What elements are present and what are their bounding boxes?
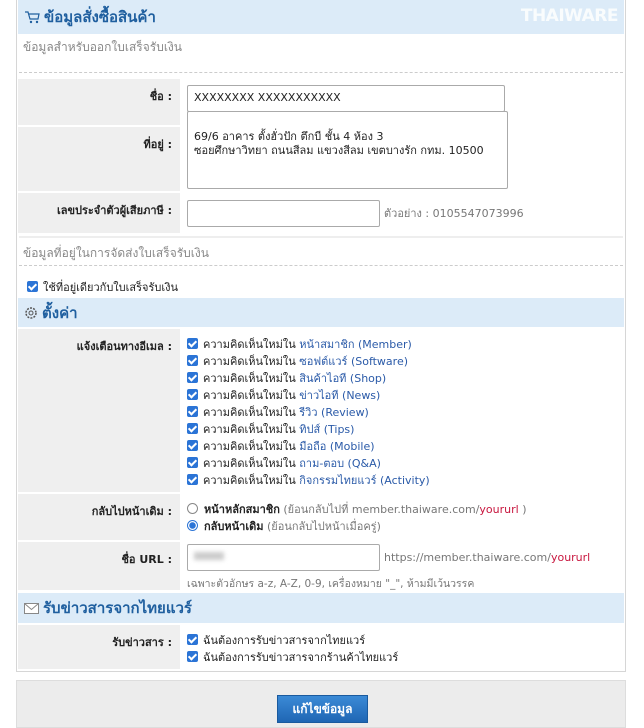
settings-header [18,298,624,327]
order-info-header [18,0,624,34]
gear-icon [24,306,38,320]
return-opt2-label: กลับหน้าเดิม [204,520,264,533]
url-yoururl: yoururl [550,551,591,564]
newsletter-opt2-label: ฉันต้องการรับข่าวสารจากร้านค้าไทยแวร์ [203,651,399,664]
same-address-label: ใช้ที่อยู่เดียวกับใบเสร็จรับเงิน [43,281,179,294]
address-label: ที่อยู่ : [18,127,180,191]
radio-selected-icon [187,520,198,531]
newsletter-title: รับข่าวสารจากไทยแวร์ [43,599,192,617]
tax-row [18,193,624,233]
return-opt1-note: (ย้อนกลับไปที่ member.thaiware.com/ [283,503,480,516]
newsletter-row [18,625,624,669]
email-notify-checkbox[interactable] [187,438,624,455]
address-line-1: 69/6 อาคาร ตั้งฮั่วปัก ตึกบี ชั้น 4 ห้อง 3 [194,130,384,143]
envelope-icon [24,603,39,614]
checkbox-checked-icon [187,440,198,451]
email-notify-prefix: ความคิดเห็นใหม่ใน [203,457,296,470]
email-notify-section: ทิปส์ (Tips) [299,423,355,436]
same-address-checkbox[interactable] [27,278,178,296]
url-hint: เฉพาะตัวอักษร a-z, A-Z, 0-9, เครื่องหมาย "_", ห้ามมีเว้นวรรค [187,578,475,590]
url-label: ชื่อ URL : [18,542,180,590]
email-notify-checkbox[interactable] [187,370,624,387]
return-option-home[interactable] [187,501,624,518]
email-notify-checkbox[interactable] [187,336,624,353]
name-input[interactable]: XXXXXXXX XXXXXXXXXXX [187,85,505,112]
checkbox-checked-icon [187,474,198,485]
checkbox-checked-icon [187,389,198,400]
settings-title: ตั้งค่า [42,303,78,322]
url-input[interactable] [187,544,380,571]
email-notify-checkbox[interactable] [187,421,624,438]
email-notify-checkbox[interactable] [187,353,624,370]
email-notify-prefix: ความคิดเห็นใหม่ใน [203,389,296,402]
newsletter-thaiware-checkbox[interactable] [187,632,624,649]
return-opt1-end: ) [522,503,527,516]
return-opt2-note: (ย้อนกลับไปหน้าเมื่อครู่) [267,520,381,533]
return-label: กลับไปหน้าเดิม : [18,494,180,540]
checkbox-checked-icon [187,406,198,417]
checkbox-checked-icon [27,281,38,292]
email-notify-label: แจ้งเตือนทางอีเมล : [18,329,180,492]
radio-unselected-icon [187,503,198,514]
address-textarea[interactable] [187,111,508,189]
email-notify-prefix: ความคิดเห็นใหม่ใน [203,474,296,487]
name-label: ชื่อ : [18,79,180,125]
address-line-2: ซอยศึกษาวิทยา ถนนสีลม แขวงสีลม เขตบางรัก กทม. 10500 [194,144,484,157]
shipping-subtitle: ข้อมูลที่อยู่ในการจัดส่งใบเสร็จรับเงิน [23,246,209,260]
order-info-panel [16,0,626,672]
newsletter-shop-checkbox[interactable] [187,649,624,666]
email-notify-checkbox[interactable] [187,455,624,472]
email-notify-prefix: ความคิดเห็นใหม่ใน [203,355,296,368]
thaiware-watermark: THAIWARE [520,6,618,26]
submit-button[interactable]: แก้ไขข้อมูล [277,695,368,723]
email-notify-section: ซอฟต์แวร์ (Software) [299,355,409,368]
email-notify-checkbox[interactable] [187,472,624,489]
tax-hint: ตัวอย่าง : 0105547073996 [384,207,524,220]
newsletter-header [18,593,624,623]
checkbox-checked-icon [187,457,198,468]
email-notify-checkbox[interactable] [187,404,624,421]
checkbox-checked-icon [187,634,198,645]
url-prefix: https://member.thaiware.com/ [384,551,551,564]
address-row [18,127,624,191]
email-notify-prefix: ความคิดเห็นใหม่ใน [203,372,296,385]
email-notify-section: รีวิว (Review) [299,406,369,419]
billing-subtitle: ข้อมูลสำหรับออกใบเสร็จรับเงิน [23,40,182,54]
email-notify-section: ถาม-ตอบ (Q&A) [299,457,381,470]
return-option-previous[interactable] [187,518,624,535]
return-row [18,494,624,540]
email-notify-section: สินค้าไอที (Shop) [299,372,387,385]
url-preview [384,551,590,564]
tax-id-input[interactable] [187,200,380,227]
url-row [18,542,624,590]
page-title: ข้อมูลสั่งซื้อสินค้า [44,8,156,26]
return-opt1-yoururl: yoururl [479,503,519,516]
email-notify-section: หน้าสมาชิก (Member) [299,338,412,351]
email-notify-checkbox[interactable] [187,387,624,404]
email-notify-section: ข่าวไอที (News) [299,389,381,402]
email-notify-prefix: ความคิดเห็นใหม่ใน [203,440,296,453]
email-notify-row [18,329,624,492]
email-notify-prefix: ความคิดเห็นใหม่ใน [203,338,296,351]
form-footer [16,680,626,728]
newsletter-opt1-label: ฉันต้องการรับข่าวสารจากไทยแวร์ [203,634,366,647]
email-notify-section: กิจกรรมไทยแวร์ (Activity) [299,474,430,487]
tax-label: เลขประจำตัวผู้เสียภาษี : [18,193,180,233]
checkbox-checked-icon [187,651,198,662]
checkbox-checked-icon [187,372,198,383]
return-opt1-label: หน้าหลักสมาชิก [204,503,280,516]
email-notify-prefix: ความคิดเห็นใหม่ใน [203,423,296,436]
checkbox-checked-icon [187,355,198,366]
checkbox-checked-icon [187,338,198,349]
checkbox-checked-icon [187,423,198,434]
cart-icon [24,10,40,24]
email-notify-section: มือถือ (Mobile) [299,440,375,453]
email-notify-prefix: ความคิดเห็นใหม่ใน [203,406,296,419]
newsletter-label: รับข่าวสาร : [18,625,180,669]
